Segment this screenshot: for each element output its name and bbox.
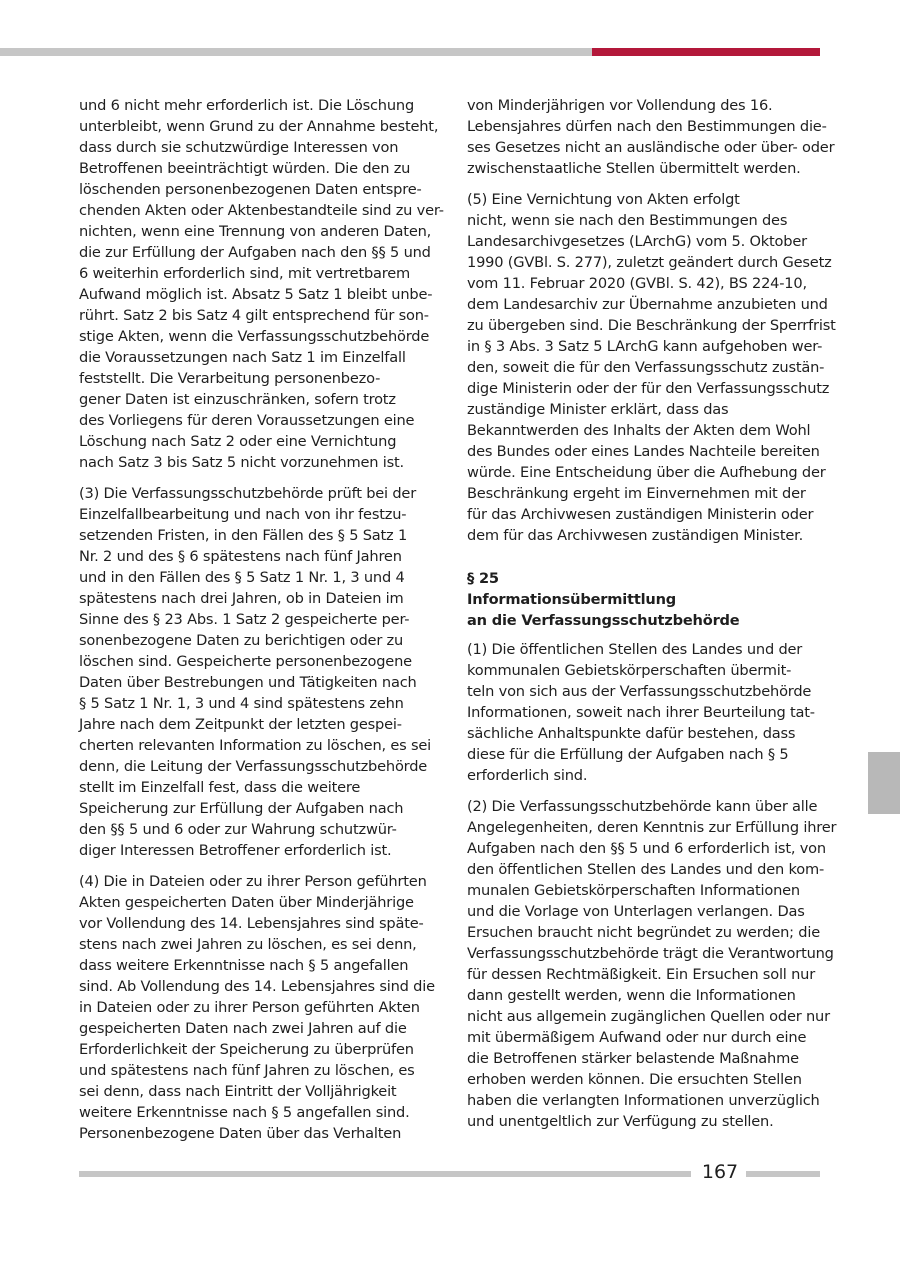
text-line: den öffentlichen Stellen des Landes und den kom- — [467, 861, 825, 878]
text-line: sei denn, dass nach Eintritt der Volljährigkeit — [79, 1083, 397, 1100]
text-line: kommunalen Gebietskörperschaften übermit- — [467, 662, 792, 679]
text-line: vom 11. Februar 2020 (GVBl. S. 42), BS 224-10, — [467, 275, 807, 292]
text-line: § 5 Satz 1 Nr. 1, 3 und 4 sind spätestens zehn — [79, 695, 404, 712]
paragraph-continued — [79, 95, 444, 473]
text-line: dem für das Archivwesen zuständigen Minister. — [467, 527, 804, 544]
text-line: für das Archivwesen zuständigen Ministerin oder — [467, 506, 814, 523]
text-line: zu übergeben sind. Die Beschränkung der Sperrfrist — [467, 317, 836, 334]
text-line: (1) Die öffentlichen Stellen des Landes und der — [467, 641, 803, 658]
text-line: weitere Erkenntnisse nach § 5 angefallen sind. — [79, 1104, 410, 1121]
text-line: Sinne des § 23 Abs. 1 Satz 2 gespeicherte per- — [79, 611, 410, 628]
text-line: löschenden personenbezogenen Daten entspre- — [79, 181, 422, 198]
text-line: Löschung nach Satz 2 oder eine Vernichtung — [79, 433, 397, 450]
text-line: cherten relevanten Information zu löschen, es sei — [79, 737, 432, 754]
text-line: Nr. 2 und des § 6 spätestens nach fünf Jahren — [79, 548, 402, 565]
text-line: diese für die Erfüllung der Aufgaben nach § 5 — [467, 746, 789, 763]
text-line: und 6 nicht mehr erforderlich ist. Die Löschung — [79, 97, 415, 114]
text-line: und die Vorlage von Unterlagen verlangen. Das — [467, 903, 805, 920]
text-line: Aufwand möglich ist. Absatz 5 Satz 1 bleibt unbe- — [79, 286, 433, 303]
text-line: Landesarchivgesetzes (LArchG) vom 5. Oktober — [467, 233, 807, 250]
text-line: teln von sich aus der Verfassungsschutzbehörde — [467, 683, 812, 700]
text-line: Speicherung zur Erfüllung der Aufgaben nach — [79, 800, 404, 817]
text-line: munalen Gebietskörperschaften Informationen — [467, 882, 800, 899]
text-line: 6 weiterhin erforderlich sind, mit vertretbarem — [79, 265, 411, 282]
text-line: in Dateien oder zu ihrer Person geführten Akten — [79, 999, 420, 1016]
text-line: stens nach zwei Jahren zu löschen, es sei denn, — [79, 936, 417, 953]
paragraph-continued — [467, 95, 835, 179]
text-line: dass durch sie schutzwürdige Interessen von — [79, 139, 399, 156]
text-line: Jahre nach dem Zeitpunkt der letzten gespei- — [79, 716, 402, 733]
text-line: diger Interessen Betroffener erforderlich ist. — [79, 842, 392, 859]
text-line: (5) Eine Vernichtung von Akten erfolgt — [467, 191, 740, 208]
text-line: nicht aus allgemein zugänglichen Quellen oder nur — [467, 1008, 830, 1025]
text-line: Angelegenheiten, deren Kenntnis zur Erfüllung ihrer — [467, 819, 837, 836]
text-line: nach Satz 3 bis Satz 5 nicht vorzunehmen ist. — [79, 454, 404, 471]
text-line: die Betroffenen stärker belastende Maßnahme — [467, 1050, 799, 1067]
text-line: nicht, wenn sie nach den Bestimmungen des — [467, 212, 788, 229]
text-line: Informationsübermittlung — [467, 591, 677, 608]
paragraph-2 — [467, 796, 837, 1132]
left-column — [79, 95, 444, 1154]
text-line: Ersuchen braucht nicht begründet zu werden; die — [467, 924, 820, 941]
text-line: Aufgaben nach den §§ 5 und 6 erforderlich ist, von — [467, 840, 826, 857]
text-line: ses Gesetzes nicht an ausländische oder über- oder — [467, 139, 835, 156]
text-line: stige Akten, wenn die Verfassungsschutzbehörde — [79, 328, 430, 345]
text-line: feststellt. Die Verarbeitung personenbezo- — [79, 370, 381, 387]
text-line: löschen sind. Gespeicherte personenbezogene — [79, 653, 412, 670]
text-line: unterbleibt, wenn Grund zu der Annahme besteht, — [79, 118, 439, 135]
text-line: für dessen Rechtmäßigkeit. Ein Ersuchen soll nur — [467, 966, 815, 983]
text-line: die zur Erfüllung der Aufgaben nach den §§ 5 und — [79, 244, 431, 261]
text-line: in § 3 Abs. 3 Satz 5 LArchG kann aufgehoben wer- — [467, 338, 823, 355]
text-line: des Bundes oder eines Landes Nachteile bereiten — [467, 443, 820, 460]
paragraph-1 — [467, 639, 827, 786]
text-line: denn, die Leitung der Verfassungsschutzbehörde — [79, 758, 428, 775]
footer-rule-left — [79, 1171, 691, 1177]
text-line: setzenden Fristen, in den Fällen des § 5 Satz 1 — [79, 527, 408, 544]
text-line: zuständige Minister erklärt, dass das — [467, 401, 729, 418]
text-line: stellt im Einzelfall fest, dass die weitere — [79, 779, 361, 796]
text-line: Personenbezogene Daten über das Verhalten — [79, 1125, 402, 1142]
text-line: Akten gespeicherten Daten über Minderjährige — [79, 894, 414, 911]
text-line: sächliche Anhaltspunkte dafür bestehen, dass — [467, 725, 796, 742]
text-line: mit übermäßigem Aufwand oder nur durch eine — [467, 1029, 807, 1046]
chapter-tab-marker — [868, 752, 900, 814]
text-line: würde. Eine Entscheidung über die Aufhebung der — [467, 464, 826, 481]
header-rule-gray — [0, 48, 592, 56]
text-line: und spätestens nach fünf Jahren zu löschen, es — [79, 1062, 415, 1079]
paragraph-4 — [79, 871, 439, 1144]
text-line: zwischenstaatliche Stellen übermittelt werden. — [467, 160, 801, 177]
text-line: den, soweit die für den Verfassungsschutz zustän- — [467, 359, 825, 376]
text-line: Lebensjahres dürfen nach den Bestimmungen die- — [467, 118, 827, 135]
text-line: haben die verlangten Informationen unverzüglich — [467, 1092, 820, 1109]
text-line: Informationen, soweit nach ihrer Beurteilung tat- — [467, 704, 815, 721]
text-line: die Voraussetzungen nach Satz 1 im Einzelfall — [79, 349, 406, 366]
text-line: spätestens nach drei Jahren, ob in Dateien im — [79, 590, 404, 607]
text-line: 1990 (GVBl. S. 277), zuletzt geändert durch Gesetz — [467, 254, 832, 271]
text-line: dann gestellt werden, wenn die Informationen — [467, 987, 796, 1004]
paragraph-5 — [467, 189, 836, 546]
text-line: erhoben werden können. Die ersuchten Stellen — [467, 1071, 802, 1088]
text-line: chenden Akten oder Aktenbestandteile sind zu ver- — [79, 202, 444, 219]
text-line: sonenbezogene Daten zu berichtigen oder zu — [79, 632, 404, 649]
text-line: und in den Fällen des § 5 Satz 1 Nr. 1, 3 und 4 — [79, 569, 405, 586]
footer-rule-right — [746, 1171, 820, 1177]
text-line: an die Verfassungsschutzbehörde — [467, 612, 740, 629]
text-line: dige Ministerin oder der für den Verfassungsschutz — [467, 380, 830, 397]
text-line: von Minderjährigen vor Vollendung des 16. — [467, 97, 773, 114]
text-line: sind. Ab Vollendung des 14. Lebensjahres sind die — [79, 978, 435, 995]
text-line: und unentgeltlich zur Verfügung zu stellen. — [467, 1113, 774, 1130]
text-line: erforderlich sind. — [467, 767, 588, 784]
text-line: (3) Die Verfassungsschutzbehörde prüft bei der — [79, 485, 416, 502]
text-line: (4) Die in Dateien oder zu ihrer Person geführten — [79, 873, 427, 890]
text-line: Betroffenen beeinträchtigt würden. Die den zu — [79, 160, 411, 177]
page-number: 167 — [701, 1161, 739, 1183]
text-line: den §§ 5 und 6 oder zur Wahrung schutzwür- — [79, 821, 397, 838]
text-line: Daten über Bestrebungen und Tätigkeiten nach — [79, 674, 417, 691]
right-column — [467, 95, 837, 1142]
text-line: Verfassungsschutzbehörde trägt die Verantwortung — [467, 945, 834, 962]
text-line: gespeicherten Daten nach zwei Jahren auf die — [79, 1020, 407, 1037]
text-line: § 25 — [467, 570, 499, 587]
text-line: gener Daten ist einzuschränken, sofern trotz — [79, 391, 396, 408]
section-heading — [467, 568, 827, 631]
text-line: Erforderlichkeit der Speicherung zu überprüfen — [79, 1041, 414, 1058]
text-line: rührt. Satz 2 bis Satz 4 gilt entsprechend für son- — [79, 307, 429, 324]
text-line: Einzelfallbearbeitung und nach von ihr festzu- — [79, 506, 407, 523]
text-line: dass weitere Erkenntnisse nach § 5 angefallen — [79, 957, 409, 974]
text-line: nichten, wenn eine Trennung von anderen Daten, — [79, 223, 432, 240]
text-line: des Vorliegens für deren Voraussetzungen eine — [79, 412, 415, 429]
header-rule-accent — [592, 48, 820, 56]
text-line: Bekanntwerden des Inhalts der Akten dem Wohl — [467, 422, 811, 439]
text-line: Beschränkung ergeht im Einvernehmen mit der — [467, 485, 806, 502]
text-line: dem Landesarchiv zur Übernahme anzubieten und — [467, 296, 828, 313]
text-line: vor Vollendung des 14. Lebensjahres sind späte- — [79, 915, 424, 932]
paragraph-3 — [79, 483, 439, 861]
text-line: (2) Die Verfassungsschutzbehörde kann über alle — [467, 798, 818, 815]
